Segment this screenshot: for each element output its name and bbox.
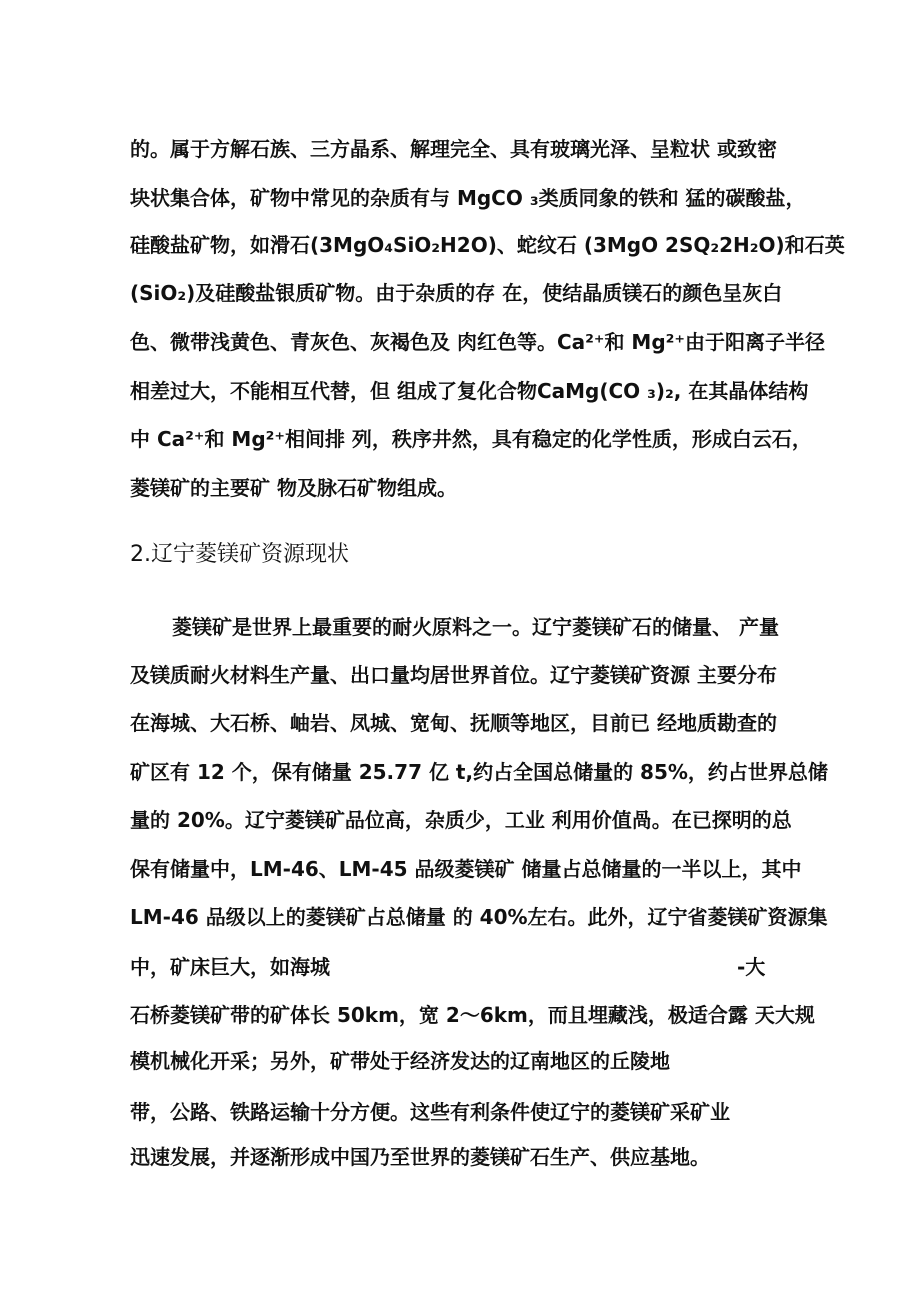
text-line: 的。属于方解石族、三方晶系、解理完全、具有玻璃光泽、呈粒状 或致密 — [130, 137, 777, 161]
text-line: 色、微带浅黄色、青灰色、灰褐色及 肉红色等。Ca²⁺和 Mg²⁺由于阳离子半径 — [130, 330, 825, 354]
text-line: 保有储量中，LM-46、LM-45 品级菱镁矿 储量占总储量的一半以上，其中 — [130, 857, 802, 881]
text-line: 模机械化开采；另外，矿带处于经济发达的辽南地区的丘陵地 — [130, 1049, 670, 1073]
text-line: 矿区有 12 个，保有储量 25.77 亿 t,约占全国总储量的 85%，约占世界总储 — [130, 760, 828, 784]
text-line: (SiO₂)及硅酸盐银质矿物。由于杂质的存 在，使结晶质镁石的颜色呈灰白 — [130, 281, 783, 305]
text-line: 菱镁矿是世界上最重要的耐火原料之一。辽宁菱镁矿石的储量、 产量 — [172, 615, 779, 639]
text-line: 菱镁矿的主要矿 物及脉石矿物组成。 — [130, 476, 457, 500]
text-line: 带，公路、铁路运输十分方便。这些有利条件使辽宁的菱镁矿采矿业 — [130, 1100, 730, 1124]
text-line: 迅速发展，并逐渐形成中国乃至世界的菱镁矿石生产、供应基地。 — [130, 1145, 710, 1169]
text-line: 石桥菱镁矿带的矿体长 50km，宽 2～6km，而且埋藏浅，极适合露 天大规 — [130, 1003, 815, 1027]
text-line: 及镁质耐火材料生产量、出口量均居世界首位。辽宁菱镁矿资源 主要分布 — [130, 663, 777, 687]
text-line: 相差过大，不能相互代替，但 组成了复化合物CaMg(CO ₃)₂, 在其晶体结构 — [130, 379, 809, 403]
text-line: 块状集合体，矿物中常见的杂质有与 MgCO ₃类质同象的铁和 猛的碳酸盐， — [130, 186, 806, 210]
text-line: 量的 20%。辽宁菱镁矿品位高，杂质少，工业 利用价值咼。在已探明的总 — [130, 808, 792, 832]
text-line: 中 Ca²⁺和 Mg²⁺相间排 列，秩序井然，具有稳定的化学性质，形成白云石， — [130, 427, 812, 451]
text-fragment: -大 — [737, 955, 766, 979]
text-line: 中，矿床巨大，如海城 — [130, 955, 330, 979]
text-line: 硅酸盐矿物，如滑石(3MgO₄SiO₂H2O)、蛇纹石 (3MgO 2SQ₂2H₂O)和石英 — [130, 233, 845, 257]
section-heading: 2.辽宁菱镁矿资源现状 — [130, 542, 349, 567]
text-line: 在海城、大石桥、岫岩、凤城、宽甸、抚顺等地区，目前已 经地质勘查的 — [130, 711, 777, 735]
text-line: LM-46 品级以上的菱镁矿占总储量 的 40%左右。此外，辽宁省菱镁矿资源集 — [130, 905, 828, 929]
